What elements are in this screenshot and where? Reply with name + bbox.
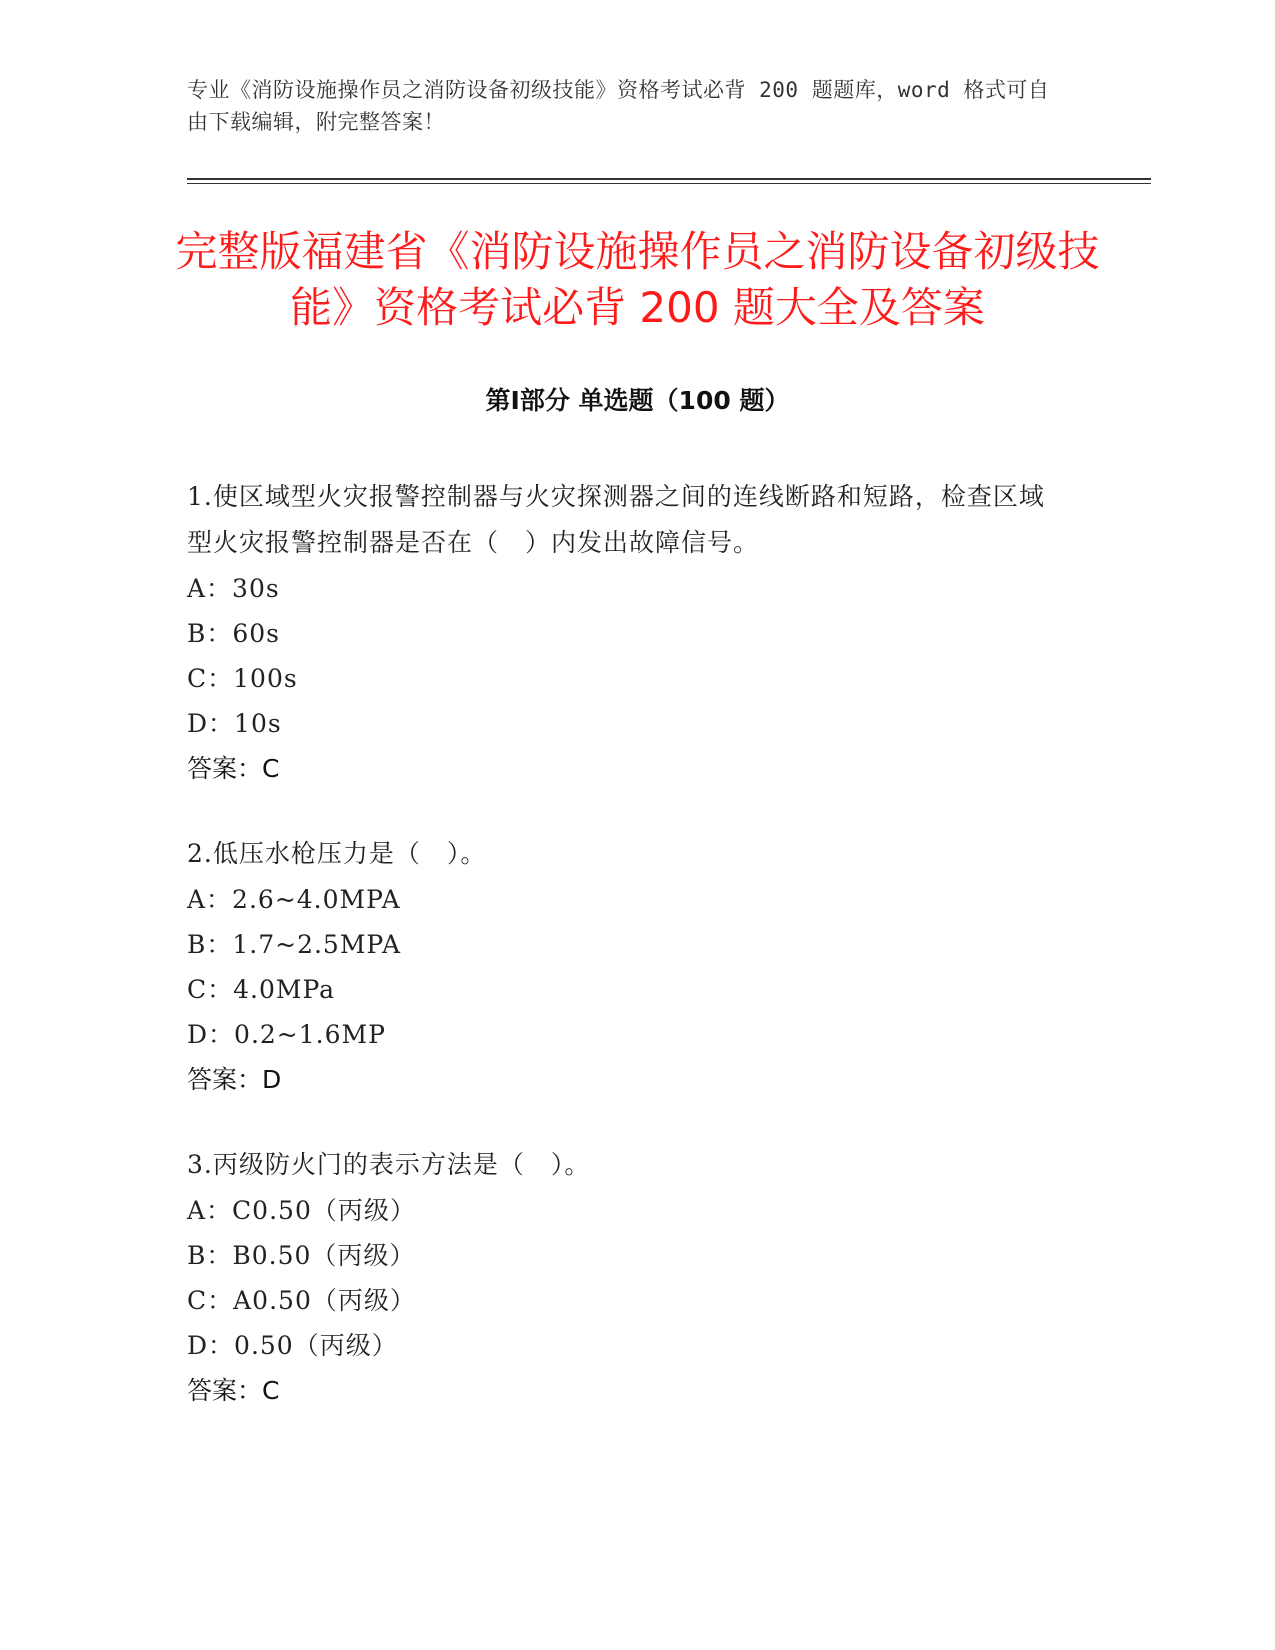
option-b: B：60s xyxy=(187,619,281,648)
document-title: 完整版福建省《消防设施操作员之消防设备初级技能》资格考试必背 200 题大全及答案 xyxy=(175,227,1100,332)
option-d: D：0.50（丙级） xyxy=(187,1331,398,1360)
question-list xyxy=(187,474,1067,1453)
header-divider-thin xyxy=(187,183,1151,184)
option-a: A：2.6~4.0MPA xyxy=(187,885,401,914)
option-c: C：4.0MPa xyxy=(187,975,336,1004)
option-c: C：A0.50（丙级） xyxy=(187,1286,416,1315)
header-divider-thick xyxy=(187,178,1151,180)
option-c: C：100s xyxy=(187,664,298,693)
question-2 xyxy=(187,831,1067,1103)
section-heading: 第Ⅰ部分 单选题（100 题） xyxy=(485,386,790,415)
option-b: B：1.7~2.5MPA xyxy=(187,930,402,959)
question-text: 2.低压水枪压力是（ ）。 xyxy=(187,839,487,868)
option-d: D：0.2~1.6MP xyxy=(187,1020,386,1049)
option-a: A：C0.50（丙级） xyxy=(187,1196,416,1225)
answer: 答案：C xyxy=(187,1376,280,1405)
header-note: 专业《消防设施操作员之消防设备初级技能》资格考试必背 200 题题库，word 格式可自由下载编辑，附完整答案！ xyxy=(187,78,1050,134)
option-b: B：B0.50（丙级） xyxy=(187,1241,416,1270)
question-3 xyxy=(187,1142,1067,1414)
option-d: D：10s xyxy=(187,709,282,738)
question-1 xyxy=(187,474,1067,792)
question-text: 3.丙级防火门的表示方法是（ ）。 xyxy=(187,1150,591,1179)
question-text: 1.使区域型火灾报警控制器与火灾探测器之间的连线断路和短路，检查区域型火灾报警控制器是否在（ ）内发出故障信号。 xyxy=(187,482,1045,557)
answer: 答案：D xyxy=(187,1065,282,1094)
option-a: A：30s xyxy=(187,574,280,603)
answer: 答案：C xyxy=(187,754,280,783)
